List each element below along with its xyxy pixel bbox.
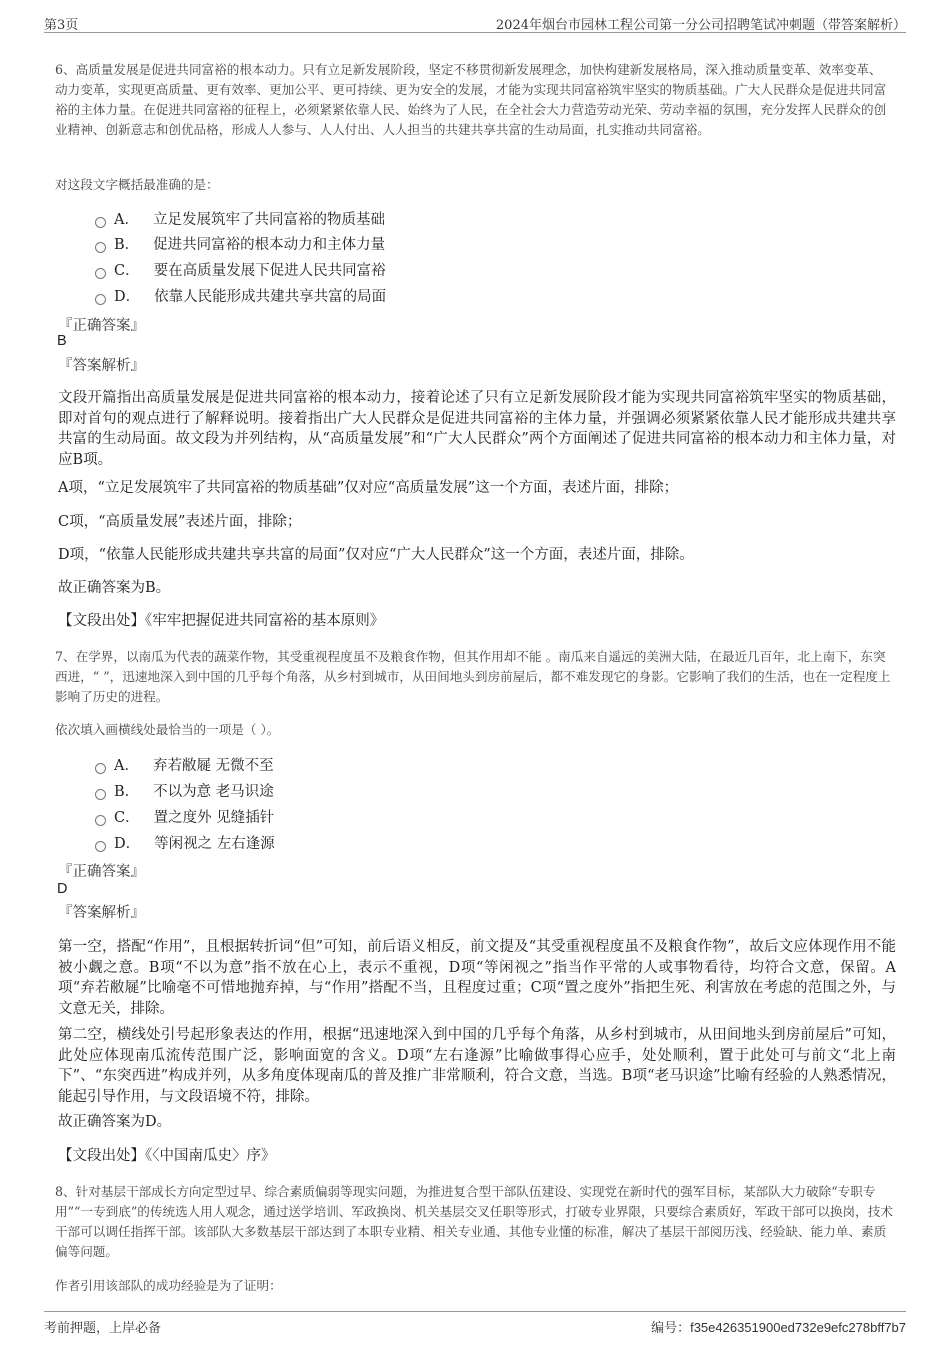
document-title: 2024年烟台市园林工程公司第一分公司招聘笔试冲刺题（带答案解析） xyxy=(495,18,906,33)
q6-option-b[interactable]: B． 促进共同富裕的根本动力和主体力量 xyxy=(95,235,385,255)
q7-answer: D xyxy=(57,881,68,897)
q7-analysis-label: 『答案解析』 xyxy=(58,905,145,921)
q6-answer: B xyxy=(57,333,67,349)
radio-icon[interactable] xyxy=(95,217,106,228)
question-6-text: 6、高质量发展是促进共同富裕的根本动力。只有立足新发展阶段，坚定不移贯彻新发展理念，加快构建新发展格局，深入推动质量变革、效率变革、动力变革，实现更高质量、更有效率、更加公平、更可持续、更为安全的发展，才能为实现共同富裕筑牢坚实的物质基础。广大人民群众是促进共同富裕的主体力量。在促进共同富裕的征程上，必须紧紧依靠人民、始终为了人民，在全社会大力营造劳动光荣、劳动幸福的氛围，充分发挥人民群众的创业精神、创新意志和创优品格，形成人人参与、人人付出、人人担当的共建共享共富的生动局面，扎实推动共同富裕。 xyxy=(55,62,887,137)
q6-answer-label: 『正确答案』 xyxy=(58,318,145,334)
q7-option-a[interactable]: A． 弃若敝屣 无微不至 xyxy=(95,756,274,776)
question-7-text: 7、在学界，以南瓜为代表的蔬菜作物，其受重视程度虽不及粮食作物，但其作用却不能 。南瓜来自遥远的美洲大陆，在最近几百年，北上南下，东突西进，“ ”，迅速地深入到中国的几乎每个角落，从乡村到城市，从田间地头到房前屋后，都不难发现它的身影。它影响了我们的生活，也在一定程度上影响了历史的进程。 xyxy=(55,649,891,704)
q6-source: 【文段出处】《牢牢把握促进共同富裕的基本原则》 xyxy=(58,613,385,629)
question-8-prompt: 作者引用该部队的成功经验是为了证明： xyxy=(55,1278,282,1293)
q7-option-b[interactable]: B． 不以为意 老马识途 xyxy=(95,782,274,802)
q6-analysis-paragraph: C项，“高质量发展”表述片面，排除； xyxy=(58,514,302,530)
q6-analysis-paragraph: A项，“立足发展筑牢了共同富裕的物质基础”仅对应“高质量发展”这一个方面，表述片面，排除； xyxy=(58,480,679,496)
radio-icon[interactable] xyxy=(95,242,106,253)
q6-analysis-paragraph: 文段开篇指出高质量发展是促进共同富裕的根本动力，接着论述了只有立足新发展阶段才能为实现共同富裕筑牢坚实的物质基础，即对首句的观点进行了解释说明。接着指出广大人民群众是促进共同富裕的主体力量，并强调必须紧紧依靠人民才能形成共建共享共富的生动局面。故文段为并列结构，从“高质量发展”和“广大人民群众”两个方面阐述了促进共同富裕的根本动力和主体力量，对应B项。 xyxy=(58,390,896,468)
q7-analysis-paragraph: 第二空，横线处引号起形象表达的作用，根据“迅速地深入到中国的几乎每个角落，从乡村到城市，从田间地头到房前屋后”可知，此处应体现南瓜流传范围广泛，影响面宽的含义。D项“左右逢源”比喻做事得心应手，处处顺利，置于此处可与前文“北上南下”、“东突西进”构成并列，从多角度体现南瓜的普及推广非常顺利，符合文意，当选。B项“老马识途”比喻有经验的人熟悉情况，能起引导作用，与文段语境不符，排除。 xyxy=(58,1027,896,1105)
radio-icon[interactable] xyxy=(95,789,106,800)
radio-icon[interactable] xyxy=(95,841,106,852)
radio-icon[interactable] xyxy=(95,294,106,305)
question-6-prompt: 对这段文字概括最准确的是： xyxy=(55,177,219,192)
q6-option-d[interactable]: D． 依靠人民能形成共建共享共富的局面 xyxy=(95,287,386,307)
q7-answer-label: 『正确答案』 xyxy=(58,864,145,880)
radio-icon[interactable] xyxy=(95,815,106,826)
footer-slogan: 考前押题，上岸必备 xyxy=(44,1321,162,1336)
q7-option-d[interactable]: D． 等闲视之 左右逢源 xyxy=(95,834,275,854)
question-8-text: 8、针对基层干部成长方向定型过早、综合素质偏弱等现实问题，为推进复合型干部队伍建设、实现党在新时代的强军目标，某部队大力破除“专职专用”“一专到底”的传统选人用人观念，通过送学培训、军政换岗、机关基层交叉任职等形式，打破专业界限，只要综合素质好，军政干部可以换岗，技术干部可以调任指挥干部。该部队大多数基层干部达到了本职专业精、相关专业通、其他专业懂的标准，解决了基层干部阅历浅、经验缺、能力单、素质偏等问题。 xyxy=(55,1184,893,1259)
q6-option-c[interactable]: C． 要在高质量发展下促进人民共同富裕 xyxy=(95,261,386,281)
q7-analysis-paragraph: 故正确答案为D。 xyxy=(58,1114,172,1130)
q6-analysis-paragraph: 故正确答案为B。 xyxy=(58,580,171,596)
radio-icon[interactable] xyxy=(95,268,106,279)
page-header xyxy=(44,10,906,33)
radio-icon[interactable] xyxy=(95,763,106,774)
page-footer xyxy=(44,1311,906,1336)
page-number: 第3页 xyxy=(44,18,79,33)
q6-option-a[interactable]: A． 立足发展筑牢了共同富裕的物质基础 xyxy=(95,210,385,230)
q7-option-c[interactable]: C． 置之度外 见缝插针 xyxy=(95,808,274,828)
q6-analysis-paragraph: D项，“依靠人民能形成共建共享共富的局面”仅对应“广大人民群众”这一个方面，表述片面，排除。 xyxy=(58,547,694,563)
q7-analysis-paragraph: 第一空，搭配“作用”，且根据转折词“但”可知，前后语义相反，前文提及“其受重视程度虽不及粮食作物”，故后文应体现作用不能被小觑之意。B项“不以为意”指不放在心上，表示不重视，D项“等闲视之”指当作平常的人或事物看待，均符合文意，保留。A项“弃若敝屣”比喻毫不可惜地抛弃掉，与“作用”搭配不当，且程度过重；C项“置之度外”指把生死、利害放在考虑的范围之外，与文意无关，排除。 xyxy=(58,939,896,1017)
q7-source: 【文段出处】《〈中国南瓜史〉序》 xyxy=(58,1148,276,1164)
question-7-prompt: 依次填入画横线处最恰当的一项是（ ）。 xyxy=(55,722,280,737)
q6-analysis-label: 『答案解析』 xyxy=(58,358,145,374)
document-code: 编号：f35e426351900ed732e9efc278bff7b7 xyxy=(651,1320,906,1336)
